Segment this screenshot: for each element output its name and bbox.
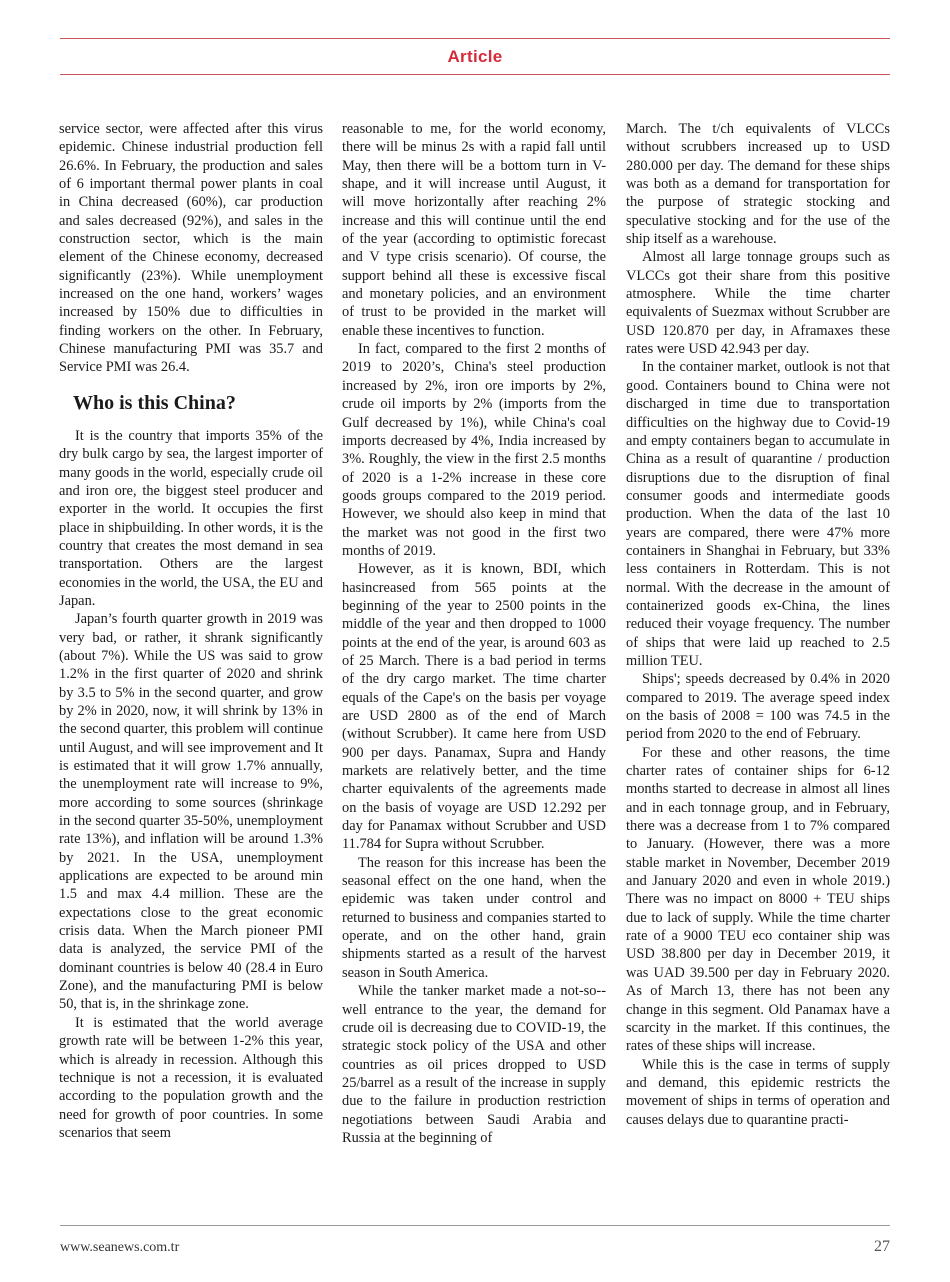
paragraph: In the container market, outlook is not that good. Containers bound to China were not discharged in time due to transportation difficulties on the highway due to Covid-19 and empty containers began to accumulate in China as a result of quarantine / production disruptions due to the disruption of final consumer goods and intermediate goods production. When the data of the last 10 years are compared, there were 47% more containers in Shanghai in February, but 33% less containers in Rotterdam. This is not normal. With the decrease in the amount of containerized goods ex-China, the lines reduced their voyage frequency. The number of ships that were laid up reached to 2.5 million TEU. bbox=[626, 359, 890, 669]
paragraph: Japan’s fourth quarter growth in 2019 was very bad, or rather, it shrank significantly (about 7%). While the US was said to grow 1.2% in the first quarter of 2020 and shrink by 3.5 to 5% in the second quarter, and grow by 2% in 2020, now, it will shrink by 13% in the second quarter, this problem will continue until August, and will see improvement and It is estimated that it will grow 1.7% annually, the unemployment rate will increase to 9%, more according to some sources (shrinkage in the second quarter 35-50%, unemployment rate 13%), and inflation will be around 1.3% by 2021. In the USA, unemployment applications are expected to be around min 1.5 and max 4.4 million. These are the expectations close to the great economic crisis data. When the March pioneer PMI data is analyzed, the service PMI of the dominant countries is below 40 (28.4 in Euro Zone), and the manufacturing PMI is below 50, that is, in the shrinkage zone. bbox=[59, 611, 323, 1013]
paragraph: However, as it is known, BDI, which hasincreased from 565 points at the beginning of the year to 2500 points in the middle of the year and then dropped to 1000 points at the end of the year, is around 603 as of 25 March. There is a bad period in terms of the dry cargo market. The time charter equals of the Cape's on the basis per voyage are USD 2800 as of the end of March (without Scrubber). It came here from USD 900 per days. Panamax, Supra and Handy markets are relatively better, and the time charter equivalents of the agreements made on the basis of voyage are USD 12.292 per day for Panamax without Scrubber and USD 11.784 for Supra without Scrubber. bbox=[342, 561, 606, 853]
section-title: Article bbox=[447, 47, 503, 66]
paragraph: It is the country that imports 35% of the dry bulk cargo by sea, the largest importer of many goods in the world, especially crude oil and iron ore, the biggest steel producer and exporter in the world. It occupies the first place in shipbuilding. In other words, it is the country that creates the most demand in sea transportation. Others are the largest economies in the world, the USA, the EU and Japan. bbox=[59, 427, 323, 609]
paragraph: The reason for this increase has been the seasonal effect on the one hand, when the epidemic was taken under control and returned to business and companies started to operate, and on the other hand, grain shipments started as a result of the harvest season in South America. bbox=[342, 854, 606, 981]
paragraph: In fact, compared to the first 2 months of 2019 to 2020’s, China's steel production increased by 2%, iron ore imports by 2%, crude oil imports by 2% (imports from the Gulf decreased by 1%), while China's coal imports decreased by 4%, India increased by 3%. Roughly, the view in the first 2.5 months of 2020 is a 1-2% increase in these core goods groups compared to the 2019 period. However, we should also keep in mind that the market was not good in the first two months of 2019. bbox=[342, 341, 606, 559]
paragraph: It is estimated that the world average growth rate will be between 1-2% this year, which is already in recession. Although this technique is not a recession, it is evaluated according to the population growth and the need for growth of poor countries. In some scenarios that seem bbox=[59, 1014, 323, 1141]
paragraph: service sector, were affected after this virus epidemic. Chinese industrial production fell 26.6%. In February, the production and sales of 6 important thermal power plants in coal in China decreased (60%), car production and sales decreased (92%), and sales in the construction sector, which is the main element of the Chinese economy, decreased significantly (23%). While unemployment increased on the one hand, workers’ wages increased by 150% due to difficulties in finding workers on the other. In February, Chinese manufacturing PMI was 35.7 and Service PMI was 26.4. bbox=[59, 121, 323, 376]
paragraph: While this is the case in terms of supply and demand, this epidemic restricts the movement of ships in terms of operation and causes delays due to quarantine practi- bbox=[626, 1056, 890, 1128]
paragraph: For these and other reasons, the time charter rates of container ships for 6-12 months started to decrease in almost all lines and in each tonnage group, and in February, there was a decrease from 1 to 7% compared to January. (However, there was a more stable market in November, December 2019 and January 2020 and even in whole 2019.) There was no impact on 8000 + TEU ships due to lack of supply. While the time charter rate of a 9000 TEU eco container ship was USD 38.800 per day in December 2019, it was UAD 39.500 per day in February 2020. As of March 13, there has not been any change in this segment. Old Panamax have a scarcity in the market. If this continues, the rates of these ships will increase. bbox=[626, 744, 890, 1055]
paragraph: reasonable to me, for the world economy, there will be minus 2s with a rapid fall until May, then there will be a bottom turn in V-shape, and it will increase until August, it will move horizontally after reaching 2% increase and this will continue until the end of the year (according to optimistic forecast and V type crisis scenario). Of course, the support behind all these is excessive fiscal and monetary policies, and an environment of trust to be provided in the market will enable these incentives to function. bbox=[342, 121, 606, 339]
article-column-3 bbox=[626, 120, 890, 1129]
article-column-2 bbox=[342, 120, 606, 1147]
header-top-rule bbox=[60, 38, 890, 39]
header-bottom-rule bbox=[60, 74, 890, 75]
paragraph: While the tanker market made a not-so--well entrance to the year, the demand for crude oil is decreasing due to COVID-19, the strategic stock policy of the USA and other countries as oil prices dropped to USD 25/barrel as a result of the increase in supply due to the failure in production restriction negotiations between Saudi Arabia and Russia at the beginning of bbox=[342, 983, 606, 1146]
page-number: 27 bbox=[874, 1238, 890, 1255]
paragraph: Ships'; speeds decreased by 0.4% in 2020 compared to 2019. The average speed index on the basis of 2008 = 100 was 74.5 in the period from 2020 to the end of February. bbox=[626, 671, 890, 743]
article-column-1 bbox=[59, 120, 323, 1142]
paragraph: March. The t/ch equivalents of VLCCs without scrubbers increased up to USD 280.000 per day. The demand for these ships was both as a demand for transportation for the purpose of strategic stocking and speculative stocking and for the use of the ship itself as a warehouse. bbox=[626, 121, 890, 248]
paragraph: Almost all large tonnage groups such as VLCCs got their share from this positive atmosphere. While the time charter equivalents of Suezmax without Scrubber are USD 120.870 per day, in Aframaxes these rates were USD 42.943 per day. bbox=[626, 249, 890, 358]
footer-url: www.seanews.com.tr bbox=[60, 1240, 180, 1255]
section-heading: Who is this China? bbox=[73, 391, 236, 414]
footer-rule bbox=[60, 1225, 890, 1226]
